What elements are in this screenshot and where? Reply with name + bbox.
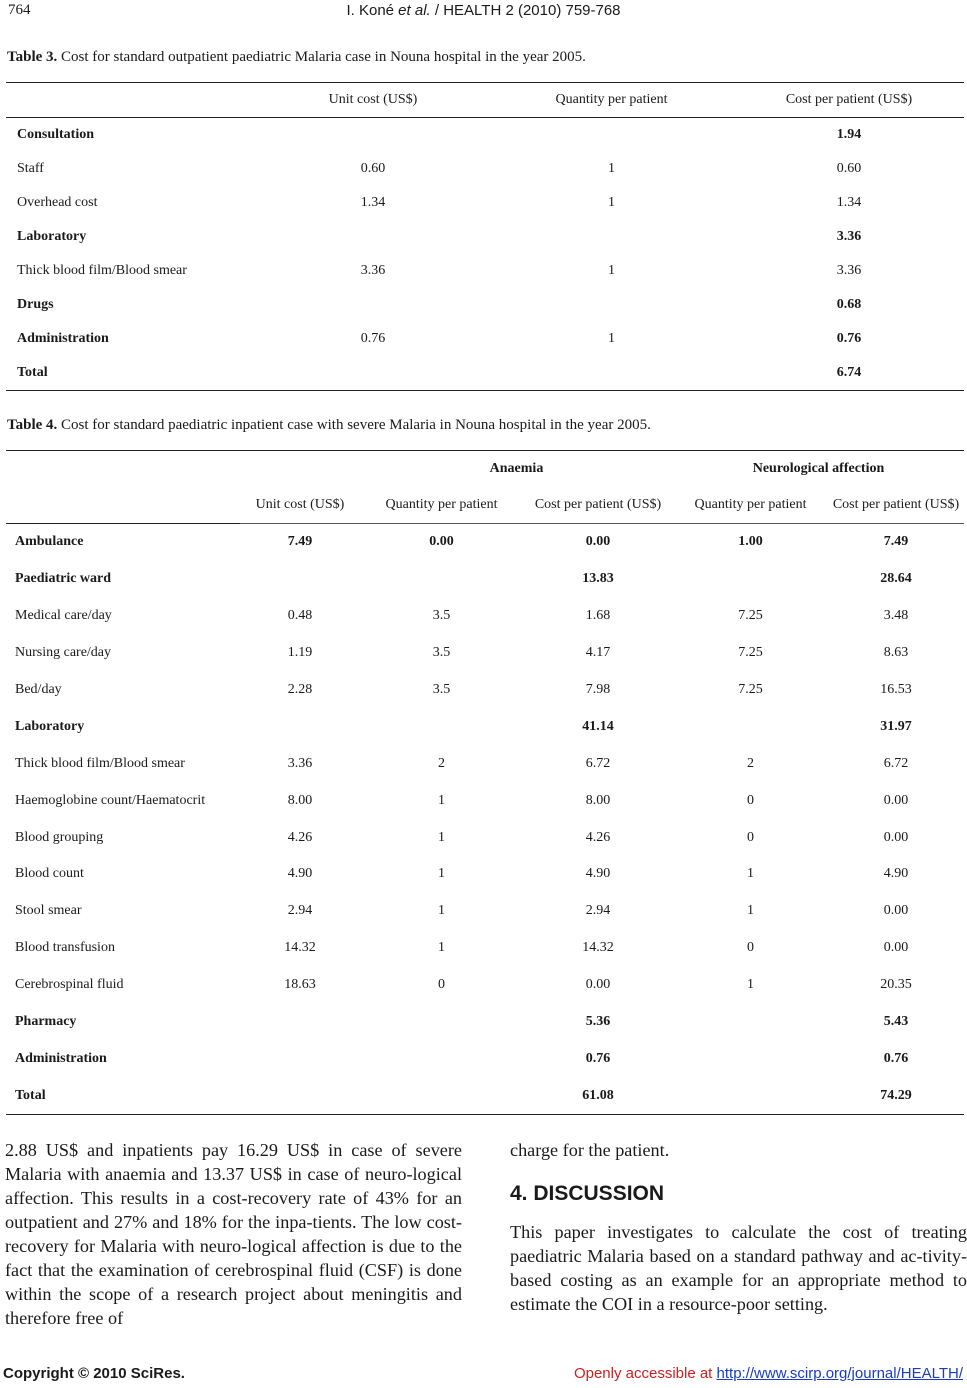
table4-neuro-cost: 0.00	[883, 829, 909, 845]
table4-row-label: Paediatric ward	[15, 571, 112, 587]
table4-anaemia-quantity: 2	[438, 755, 445, 771]
table4-anaemia-cost: 0.00	[585, 977, 611, 993]
table3-unit-cost: 3.36	[360, 263, 386, 278]
table4-neuro-quantity	[673, 1077, 828, 1114]
table4-neuro-cost: 20.35	[880, 977, 912, 993]
table4-col-header: Quantity per patient	[360, 487, 523, 524]
table4-neuro-cost: 0.00	[883, 792, 909, 808]
table4-anaemia-quantity: 3.5	[432, 682, 451, 697]
table-row	[6, 598, 964, 635]
table4-anaemia-cost: 41.14	[582, 718, 614, 734]
table-row	[6, 672, 964, 709]
table4-caption-text: Cost for standard paediatric inpatient case with severe Malaria in Nouna hospital in the year 2005.	[57, 417, 651, 433]
table4-neuro-cost: 28.64	[880, 571, 912, 587]
table4-anaemia-quantity: 1	[438, 940, 445, 956]
table3-unit-cost: 0.60	[360, 161, 386, 176]
table4-neuro-cost: 5.43	[883, 1014, 909, 1030]
table4-row-label: Blood grouping	[15, 829, 104, 845]
table4-row-label: Medical care/day	[15, 608, 112, 624]
table3-header-row	[6, 83, 964, 118]
table3-unit-cost	[257, 288, 489, 322]
table4-group-row	[6, 451, 964, 488]
table4-group-neuro: Neurological affection	[673, 451, 964, 488]
table4-anaemia-cost: 4.26	[585, 829, 611, 845]
table3-col-header: Cost per patient (US$)	[734, 83, 964, 118]
table-row	[6, 635, 964, 672]
table4-anaemia-cost: 4.17	[585, 645, 611, 661]
table4-anaemia-cost: 1.68	[585, 608, 611, 624]
table4-caption	[7, 417, 651, 434]
table3-cost-per-patient: 1.34	[836, 195, 862, 210]
table-row	[6, 1040, 964, 1077]
table4-unit-cost: 18.63	[284, 977, 316, 993]
table4	[6, 450, 964, 1115]
table4-unit-cost: 1.19	[287, 645, 313, 661]
table-row	[6, 930, 964, 967]
table4-neuro-quantity: 2	[747, 755, 754, 771]
table4-unit-cost: 7.49	[240, 524, 360, 561]
table4-row-label: Nursing care/day	[15, 645, 112, 661]
table-row	[6, 118, 964, 153]
table4-neuro-cost: 7.49	[828, 524, 964, 561]
table4-unit-cost: 4.90	[287, 866, 313, 882]
table3-unit-cost: 0.76	[360, 331, 386, 346]
table3-row-label: Administration	[17, 331, 109, 346]
table4-neuro-quantity	[673, 708, 828, 745]
table4-col-header: Cost per patient (US$)	[523, 487, 673, 524]
table4-col-header: Unit cost (US$)	[240, 487, 360, 524]
table4-unit-cost	[240, 708, 360, 745]
table4-neuro-quantity: 1	[747, 977, 754, 993]
table4-unit-cost: 8.00	[287, 792, 313, 808]
table4-anaemia-cost: 8.00	[585, 792, 611, 808]
table3-row-label: Total	[6, 356, 257, 391]
table4-neuro-cost: 3.48	[883, 608, 909, 624]
table-row	[6, 322, 964, 356]
table3-row-label: Drugs	[17, 297, 54, 312]
table4-neuro-quantity: 0	[747, 829, 754, 845]
table3-unit-cost: 1.34	[360, 195, 386, 210]
table3-quantity: 1	[608, 195, 615, 210]
table3-caption	[7, 49, 586, 66]
table-row	[6, 819, 964, 856]
table3-quantity	[489, 356, 734, 391]
table4-neuro-quantity: 0	[747, 792, 754, 808]
table4-anaemia-quantity	[360, 1077, 523, 1114]
table-row	[6, 220, 964, 254]
table4-row-label: Administration	[15, 1050, 107, 1066]
table4-anaemia-quantity	[360, 1004, 523, 1041]
table4-anaemia-quantity	[360, 1040, 523, 1077]
table4-anaemia-cost: 2.94	[585, 903, 611, 919]
table4-neuro-cost: 0.76	[883, 1050, 909, 1066]
table4-row-label: Total	[6, 1077, 240, 1114]
table4-anaemia-cost: 7.98	[585, 682, 611, 697]
table3-quantity: 1	[608, 263, 615, 278]
table-row	[6, 524, 964, 561]
table4-neuro-quantity	[673, 1040, 828, 1077]
table4-anaemia-quantity: 1	[438, 829, 445, 845]
table4-row-label: Pharmacy	[15, 1014, 77, 1030]
table-row	[6, 186, 964, 220]
table3-quantity	[489, 118, 734, 153]
table-row	[6, 152, 964, 186]
table4-anaemia-quantity: 0	[438, 977, 445, 993]
table3-quantity	[489, 288, 734, 322]
table4-anaemia-cost: 5.36	[585, 1014, 611, 1030]
table3-unit-cost	[257, 356, 489, 391]
table4-neuro-cost: 31.97	[880, 718, 912, 734]
table-row	[6, 1077, 964, 1114]
table3-cost-per-patient: 6.74	[734, 356, 964, 391]
table-row	[6, 967, 964, 1004]
table3	[6, 82, 964, 391]
table4-unit-cost	[240, 561, 360, 598]
table3-cost-per-patient: 0.60	[836, 161, 862, 176]
table4-neuro-quantity: 7.25	[738, 645, 763, 661]
right-column	[510, 1138, 967, 1316]
table4-unit-cost	[240, 1040, 360, 1077]
table-row	[6, 288, 964, 322]
table4-unit-cost: 2.94	[287, 903, 313, 919]
table4-anaemia-quantity: 3.5	[432, 608, 451, 624]
table3-cost-per-patient: 3.36	[836, 229, 862, 244]
table3-quantity: 1	[608, 331, 615, 346]
body-paragraph: 2.88 US$ and inpatients pay 16.29 US$ in case of severe Malaria with anaemia and 13.37 US$ in case of neuro-logical affection. This results in a cost-recovery rate of 43% for an outpatient and 27% and 18% for the inpa-tients. The low cost-recovery for Malaria with neuro-logical affection is due to the fact that the examination of cerebrospinal fluid (CSF) is done within the scope of a research project about meningitis and therefore free of	[5, 1140, 462, 1328]
table4-anaemia-quantity	[360, 561, 523, 598]
table4-neuro-cost: 6.72	[883, 755, 909, 771]
table4-unit-cost: 2.28	[287, 682, 313, 697]
table4-caption-label: Table 4.	[7, 417, 58, 433]
section-heading: 4. DISCUSSION	[510, 1182, 665, 1205]
body-paragraph: This paper investigates to calculate the cost of treating paediatric Malaria based on a standard pathway and ac-tivity-based costing as an example for an appropriate method to estimate the COI in a resource-poor setting.	[510, 1222, 967, 1314]
table3-row-label: Thick blood film/Blood smear	[17, 263, 187, 278]
table3-quantity	[489, 220, 734, 254]
table4-row-label: Ambulance	[6, 524, 240, 561]
open-access-text: Openly accessible at	[573, 1365, 717, 1382]
table4-col-header: Cost per patient (US$)	[828, 487, 964, 524]
table4-neuro-cost: 0.00	[883, 903, 909, 919]
table4-row-label: Thick blood film/Blood smear	[15, 755, 185, 771]
table4-neuro-cost: 4.90	[883, 866, 909, 882]
table4-anaemia-quantity: 3.5	[432, 645, 451, 661]
running-header	[0, 2, 967, 19]
table4-unit-cost: 14.32	[284, 940, 316, 956]
table3-caption-label: Table 3.	[7, 49, 58, 65]
table4-anaemia-quantity: 1	[438, 866, 445, 882]
table4-anaemia-cost: 14.32	[582, 940, 614, 956]
table4-anaemia-cost: 13.83	[582, 571, 614, 587]
table3-cost-per-patient: 0.76	[836, 331, 862, 346]
table4-row-label: Cerebrospinal fluid	[15, 977, 124, 993]
table4-neuro-quantity: 1	[747, 903, 754, 919]
table4-header-row	[6, 487, 964, 524]
table4-anaemia-cost: 61.08	[523, 1077, 673, 1114]
table-row	[6, 561, 964, 598]
table3-row-label: Staff	[17, 161, 44, 176]
table4-row-label: Bed/day	[15, 682, 62, 697]
table4-group-anaemia: Anaemia	[360, 451, 673, 488]
table4-header-blank	[6, 487, 240, 524]
table3-col-header: Unit cost (US$)	[257, 83, 489, 118]
table3-unit-cost	[257, 118, 489, 153]
table4-neuro-cost: 16.53	[880, 682, 912, 697]
header-journal: / HEALTH 2 (2010) 759-768	[430, 2, 621, 19]
table4-neuro-cost: 0.00	[883, 940, 909, 956]
table3-caption-text: Cost for standard outpatient paediatric Malaria case in Nouna hospital in the year 2005.	[57, 49, 586, 65]
table4-neuro-cost: 74.29	[828, 1077, 964, 1114]
table4-neuro-quantity: 1	[747, 866, 754, 882]
table4-unit-cost: 3.36	[287, 755, 313, 771]
table4-anaemia-quantity: 0.00	[360, 524, 523, 561]
table4-row-label: Laboratory	[15, 718, 85, 734]
table3-row-label: Consultation	[6, 118, 257, 153]
table3-header-blank	[6, 83, 257, 118]
table3-quantity: 1	[608, 161, 615, 176]
table3-cost-per-patient: 3.36	[836, 263, 862, 278]
table-row	[6, 356, 964, 391]
table4-neuro-quantity	[673, 561, 828, 598]
table-row	[6, 1004, 964, 1041]
table4-anaemia-cost: 6.72	[585, 755, 611, 771]
table4-anaemia-cost: 0.00	[523, 524, 673, 561]
table3-cost-per-patient: 1.94	[734, 118, 964, 153]
table4-neuro-quantity: 7.25	[738, 682, 763, 697]
table-row	[6, 708, 964, 745]
table4-group-blank	[6, 451, 240, 488]
table4-unit-cost	[240, 1004, 360, 1041]
copyright-notice: Copyright © 2010 SciRes.	[3, 1365, 185, 1382]
table4-anaemia-quantity	[360, 708, 523, 745]
header-et-al: et al.	[398, 2, 431, 19]
table-row	[6, 782, 964, 819]
table4-row-label: Blood transfusion	[15, 940, 115, 956]
table-row	[6, 745, 964, 782]
table4-anaemia-cost: 4.90	[585, 866, 611, 882]
table4-neuro-quantity: 0	[747, 940, 754, 956]
table4-neuro-quantity	[673, 1004, 828, 1041]
table4-neuro-cost: 8.63	[883, 645, 909, 661]
table3-col-header: Quantity per patient	[489, 83, 734, 118]
table4-col-header: Quantity per patient	[673, 487, 828, 524]
journal-link[interactable]: http://www.scirp.org/journal/HEALTH/	[716, 1365, 963, 1382]
table4-neuro-quantity: 7.25	[738, 608, 763, 624]
table4-unit-cost	[240, 1077, 360, 1114]
table4-group-spacer	[240, 451, 360, 488]
page-number: 764	[8, 2, 31, 18]
open-access-notice	[574, 1365, 963, 1382]
table4-unit-cost: 4.26	[287, 829, 313, 845]
table3-cost-per-patient: 0.68	[836, 297, 862, 312]
table4-row-label: Stool smear	[15, 903, 82, 919]
table-row	[6, 254, 964, 288]
table4-anaemia-quantity: 1	[438, 903, 445, 919]
table4-anaemia-cost: 0.76	[585, 1050, 611, 1066]
table4-unit-cost: 0.48	[287, 608, 313, 624]
table4-row-label: Blood count	[15, 866, 84, 882]
table3-row-label: Laboratory	[17, 229, 87, 244]
table3-row-label: Overhead cost	[17, 195, 98, 210]
table-row	[6, 856, 964, 893]
table3-unit-cost	[257, 220, 489, 254]
body-paragraph: charge for the patient.	[510, 1140, 670, 1160]
header-authors: I. Koné	[346, 2, 399, 19]
left-column	[5, 1138, 462, 1330]
table-row	[6, 893, 964, 930]
table4-anaemia-quantity: 1	[438, 792, 445, 808]
table4-row-label: Haemoglobine count/Haematocrit	[15, 792, 206, 808]
table4-neuro-quantity: 1.00	[673, 524, 828, 561]
